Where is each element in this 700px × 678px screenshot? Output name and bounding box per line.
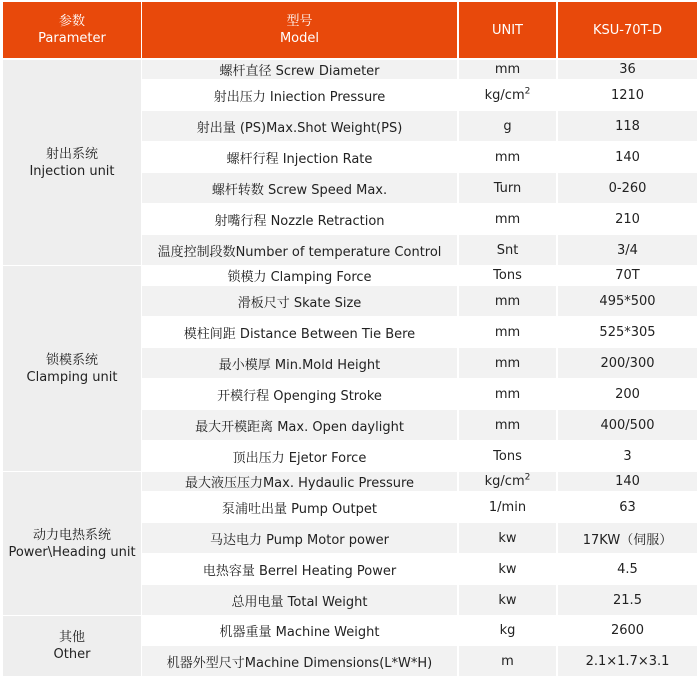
value-label: 0-260 [608, 180, 647, 196]
param-cell [142, 585, 457, 615]
unit-label: Snt [496, 242, 519, 258]
param-label: 顶出压力 Ejetor Force [232, 450, 367, 466]
value-label: 3 [623, 448, 632, 464]
param-label: 螺杆转数 Screw Speed Max. [211, 182, 388, 198]
value-cell [558, 472, 697, 491]
param-cell [142, 616, 457, 645]
param-label: 螺杆行程 Injection Rate [226, 151, 373, 167]
unit-cell [459, 235, 556, 265]
param-cell [142, 204, 457, 234]
param-label: 最大开模距离 Max. Open daylight [195, 419, 404, 435]
value-cell [558, 173, 697, 203]
param-label: 模柱间距 Distance Between Tie Bere [183, 326, 416, 342]
group-power [3, 472, 141, 615]
header-model-value [558, 2, 697, 58]
param-cell [142, 646, 457, 676]
group-injection-en: Injection unit [29, 163, 115, 179]
param-cell [142, 379, 457, 409]
value-cell [558, 60, 697, 79]
value-label: 2.1×1.7×3.1 [585, 653, 670, 669]
header-model-cn: 型号 [286, 14, 313, 29]
value-label: 210 [615, 211, 640, 227]
value-cell [558, 80, 697, 110]
unit-cell [459, 585, 556, 615]
unit-cell [459, 554, 556, 584]
param-label: 螺杆直径 Screw Diameter [219, 64, 380, 79]
unit-cell [459, 204, 556, 234]
value-label: 63 [619, 499, 636, 515]
unit-cell [459, 523, 556, 553]
unit-cell [459, 286, 556, 316]
unit-label: $kg/cm^2$ [484, 86, 531, 103]
unit-label: kw [498, 530, 517, 546]
unit-label: m [501, 653, 514, 669]
unit-label: $kg/cm^2$ [484, 472, 531, 489]
value-cell [558, 492, 697, 522]
unit-label: mm [494, 386, 521, 402]
group-other-en: Other [53, 647, 91, 662]
value-cell [558, 111, 697, 141]
value-cell [558, 348, 697, 378]
unit-cell [459, 317, 556, 347]
value-label: 1210 [610, 87, 645, 103]
param-label: 机器外型尺寸Machine Dimensions(L*W*H) [166, 655, 433, 671]
unit-cell [459, 410, 556, 440]
unit-label: mm [494, 355, 521, 371]
value-label: 118 [615, 118, 640, 134]
unit-label: 1/min [488, 499, 527, 515]
header-parameter-cn: 参数 [58, 14, 85, 29]
param-cell [142, 348, 457, 378]
unit-cell [459, 111, 556, 141]
param-cell [142, 523, 457, 553]
value-label: 3/4 [617, 242, 638, 258]
unit-label: Tons [493, 268, 522, 283]
value-cell [558, 266, 697, 285]
value-label: 70T [615, 268, 640, 283]
param-label: 最大液压压力Max. Hydaulic Pressure [184, 476, 415, 491]
value-label: 200/300 [600, 355, 655, 371]
unit-label: Turn [493, 180, 522, 196]
unit-label: kg [499, 623, 516, 638]
group-injection-cn: 射出系统 [45, 146, 98, 162]
value-cell [558, 410, 697, 440]
param-cell [142, 142, 457, 172]
header-unit-label: UNIT [491, 22, 523, 38]
unit-label: g [503, 118, 512, 134]
unit-label: kw [498, 592, 517, 608]
value-label: 4.5 [617, 561, 638, 577]
unit-cell [459, 173, 556, 203]
group-other [3, 616, 141, 676]
value-cell [558, 585, 697, 615]
param-label: 射出量 (PS)Max.Shot Weight(PS) [196, 120, 403, 136]
unit-label: kw [498, 561, 517, 577]
unit-cell [459, 616, 556, 645]
unit-cell [459, 60, 556, 79]
value-cell [558, 286, 697, 316]
unit-superscript: 2 [524, 86, 531, 97]
param-label: 滑板尺寸 Skate Size [237, 295, 362, 311]
header-parameter [3, 2, 141, 58]
value-label: 525*305 [599, 324, 656, 340]
unit-label: mm [494, 293, 521, 309]
param-cell [142, 410, 457, 440]
value-cell [558, 554, 697, 584]
value-cell [558, 204, 697, 234]
unit-cell [459, 472, 556, 491]
group-injection [3, 60, 141, 265]
param-cell [142, 472, 457, 491]
header-model-en: Model [279, 31, 320, 46]
param-cell [142, 441, 457, 471]
param-cell [142, 266, 457, 285]
param-label: 射嘴行程 Nozzle Retraction [214, 213, 385, 229]
param-cell [142, 111, 457, 141]
param-cell [142, 317, 457, 347]
unit-cell [459, 266, 556, 285]
unit-label: mm [494, 211, 521, 227]
value-label: 2600 [610, 623, 645, 638]
unit-label: mm [494, 324, 521, 340]
param-cell [142, 286, 457, 316]
group-other-cn: 其他 [58, 630, 85, 645]
unit-cell [459, 348, 556, 378]
param-cell [142, 60, 457, 79]
unit-superscript: 2 [524, 472, 531, 483]
group-clamping-en: Clamping unit [26, 369, 118, 385]
unit-cell [459, 441, 556, 471]
unit-cell [459, 646, 556, 676]
param-label: 泵浦吐出量 Pump Outpet [222, 501, 377, 517]
unit-cell [459, 492, 556, 522]
param-label: 机器重量 Machine Weight [219, 625, 380, 640]
unit-label: mm [494, 417, 521, 433]
group-power-en: Power\Heading unit [8, 544, 136, 560]
param-cell [142, 492, 457, 522]
value-label: 140 [615, 149, 640, 165]
header-model-value-label: KSU-70T-D [593, 22, 662, 38]
param-cell [142, 235, 457, 265]
param-label: 最小模厚 Min.Mold Height [218, 357, 381, 373]
value-cell [558, 317, 697, 347]
param-label: 总用电量 Total Weight [231, 594, 368, 610]
group-power-cn: 动力电热系统 [32, 527, 111, 543]
param-label: 温度控制段数Number of temperature Control [157, 244, 442, 260]
value-cell [558, 523, 697, 553]
value-label: 200 [615, 386, 640, 402]
value-label: 140 [615, 474, 640, 489]
unit-label: Tons [493, 448, 522, 464]
param-label: 开模行程 Openging Stroke [217, 388, 382, 404]
value-label: 495*500 [599, 293, 656, 309]
header-parameter-en: Parameter [38, 31, 106, 46]
unit-label: mm [494, 149, 521, 165]
header-model [142, 2, 457, 58]
param-cell [142, 80, 457, 110]
value-cell [558, 235, 697, 265]
value-cell [558, 142, 697, 172]
param-cell [142, 173, 457, 203]
group-clamping [3, 266, 141, 471]
group-clamping-cn: 锁模系统 [45, 352, 98, 368]
unit-cell [459, 379, 556, 409]
unit-cell [459, 80, 556, 110]
value-label: 36 [619, 62, 636, 77]
value-cell [558, 379, 697, 409]
value-cell [558, 646, 697, 676]
value-label: 21.5 [613, 592, 642, 608]
param-cell [142, 554, 457, 584]
value-label: 400/500 [600, 417, 655, 433]
unit-label: mm [494, 62, 521, 77]
param-label: 马达电力 Pump Motor power [210, 532, 389, 548]
value-label: 17KW（伺服） [582, 532, 673, 548]
param-label: 锁模力 Clamping Force [227, 270, 372, 285]
value-cell [558, 616, 697, 645]
header-unit [459, 2, 556, 58]
value-cell [558, 441, 697, 471]
param-label: 射出压力 Iniection Pressure [213, 89, 386, 105]
unit-cell [459, 142, 556, 172]
param-label: 电热容量 Berrel Heating Power [202, 563, 397, 579]
